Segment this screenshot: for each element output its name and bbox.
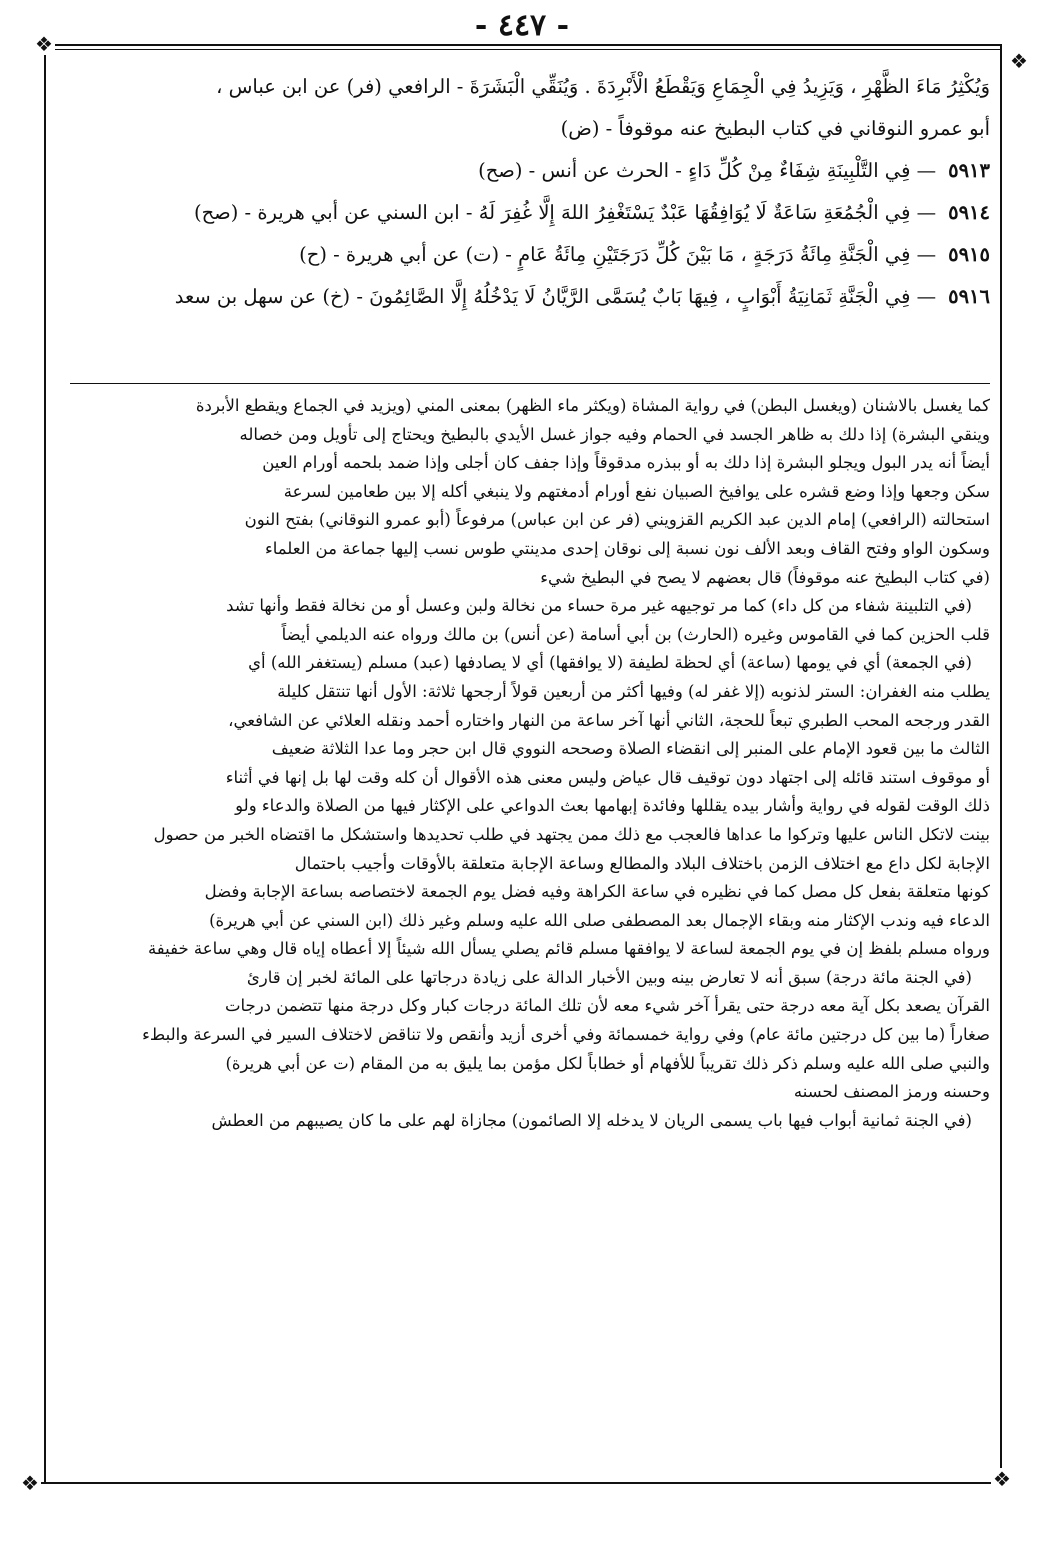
commentary-line: (في الجنة ثمانية أبواب فيها باب يسمى الريان لا يدخله إلا الصائمون) مجازاة لهم على ما كان يصيبهم من العطش [211,1110,972,1130]
commentary-line: وسكون الواو وفتح القاف وبعد الألف نون نسبة إلى نوقان إحدى مدينتي طوس نسب إليها جماعة من العلماء [264,538,990,558]
commentary-line: صغاراً (ما بين كل درجتين مائة عام) وفي رواية خمسمائة وفي أخرى أزيد وأنقص ولا تناقض لاختلاف السير في السرعة والبطء [142,1025,990,1045]
hadith-entry [54,276,990,318]
frame-right-border [1000,44,1002,1484]
commentary-line: والنبي صلى الله عليه وسلم ذكر ذلك تقريباً للأفهام أو خطاباً لكل مؤمن بما يليق به من المقام (ت عن أبي هريرة) [225,1053,990,1073]
hadith-text: — فِي الْجُمُعَةِ سَاعَةٌ لَا يُوَافِقُهَا عَبْدٌ يَسْتَغْفِرُ اللهَ إِلَّا غُفِرَ لَهُ - ابن السني عن أبي هريرة - (صح) [193,201,937,224]
hadith-entry [54,234,990,276]
commentary-line: (في الجمعة) أي في يومها (ساعة) أي لحظة لطيفة (لا يوافقها) أي لا يصادفها (عبد) مسلم (يستغفر الله) أي [248,653,972,673]
commentary-line: الإجابة لكل داع مع اختلاف الزمن باختلاف البلاد والمطالع وساعة الإجابة متعلقة بالأوقات وأجيب باحتمال [294,853,990,873]
frame-top-border [44,44,1002,50]
commentary-line: وحسنه ورمز المصنف لحسنه [793,1082,990,1102]
commentary-line: القدر ورجحه المحب الطبري تبعاً للحجة، الثاني أنها آخر ساعة من النهار واختاره أحمد ونقله العلائي عن الشافعي، [228,710,990,730]
corner-ornament-icon: ❖ [991,1468,1013,1490]
commentary-line: قلب الحزين كما في القاموس وغيره (الحارث) بن أبي أسامة (عن أنس) بن مالك ورواه عنه الديلمي أيضاً [281,624,990,644]
commentary-line: استحالته (الرافعي) إمام الدين عبد الكريم القزويني (فر عن ابن عباس) مرفوعاً (أبو عمرو النوقاني) بفتح النون [244,510,990,530]
commentary-line: وينقي البشرة) إذا دلك به ظاهر الجسد في الحمام وفيه جواز غسل الأيدي بالبطيخ ويحتاج إلى تأويل ومن خصاله [239,424,990,444]
commentary-line: بينت لاتكل الناس عليها وتركوا ما عداها فالعجب مع ذلك ممن يجتهد في طلب تحديدها واستشكل ما اقتضاه الخبر من حصول [153,824,990,844]
commentary-line: أو موقوف استند قائله إلى اجتهاد دون توقيف قال عياض وليس معنى هذه الأقوال أن كله وقت لها بل إنها في أثناء [225,767,990,787]
frame-bottom-border [30,1482,1002,1484]
corner-ornament-icon: ❖ [1008,50,1030,72]
corner-ornament-icon: ❖ [33,33,55,55]
hadith-number: ٥٩١٦ [948,285,990,308]
commentary-line: الدعاء فيه وندب الإكثار منه وبقاء الإجمال بعد المصطفى صلى الله عليه وسلم وغير ذلك (ابن السني عن أبي هريرة) [209,910,990,930]
commentary-line: ورواه مسلم بلفظ إن في يوم الجمعة لساعة لا يوافقها مسلم قائم يصلي يسأل الله شيئاً إلا أعطاه إياه قال وهي ساعة خفيفة [147,939,990,959]
commentary-line: أيضاً أنه يدر البول ويجلو البشرة إذا دلك به أو ببذره مدقوقاً وإذا جفف كان أجلى وإذا ضمد بلحمه أورام العين [262,453,990,473]
hadith-text: — فِي الْجَنَّةِ مِائَةُ دَرَجَةٍ ، مَا بَيْنَ كُلِّ دَرَجَتَيْنِ مِائَةُ عَامٍ - (ت) عن أبي هريرة - (ح) [299,243,937,266]
commentary-line: الثالث ما بين قعود الإمام على المنبر إلى انقضاء الصلاة وصححه النووي قال ابن حجر وما عدا الثلاثة ضعيف [271,739,990,759]
page-number: - ٤٤٧ - [474,8,570,43]
main-text [54,66,990,318]
frame-left-border [44,44,46,1484]
commentary-line: يطلب منه الغفران: الستر لذنوبه (إلا غفر له) وفيها أكثر من أربعين قولاً أرجحها ثلاثة: الأول أنها تنتقل كليلة [277,681,990,701]
commentary-line: (في التلبينة شفاء من كل داء) كما مر توجيهه غير مرة حساء من نخالة ولبن وعسل أو من نخالة فقط وأنها تشد [226,596,972,616]
corner-ornament-icon: ❖ [19,1472,41,1494]
hadith-text: — فِي الْجَنَّةِ ثَمَانِيَةُ أَبْوَابٍ ، فِيهَا بَابٌ يُسَمَّى الرَّيَّانُ لَا يَدْخُلُهُ إِلَّا الصَّائِمُونَ - (خ) عن سهل بن سعد [174,285,937,308]
main-text-line: أبو عمرو النوقاني في كتاب البطيخ عنه موقوفاً - (ض) [560,117,990,140]
hadith-text: — فِي التَّلْبِينَةِ شِفَاءٌ مِنْ كُلِّ دَاءٍ - الحرث عن أنس - (صح) [478,159,937,182]
hadith-entry [54,192,990,234]
commentary-line: كما يغسل بالاشنان (ويغسل البطن) في رواية المشاة (ويكثر ماء الظهر) بمعنى المني (ويزيد في الجماع ويقطع الأبردة [195,396,990,415]
main-text-line: وَيُكْثِرُ مَاءَ الظَّهْرِ ، وَيَزِيدُ فِي الْجِمَاعِ وَيَقْطَعُ الْأَبْرِدَةَ . وَيُنَقِّي الْبَشَرَةَ - الرافعي (فر) عن ابن عباس ، [216,75,990,98]
hadith-number: ٥٩١٥ [948,243,990,266]
hadith-entry [54,150,990,192]
commentary-line: (في الجنة مائة درجة) سبق أنه لا تعارض بينه وبين الأخبار الدالة على زيادة درجاتها على المائة لخبر إن قارئ [246,967,972,987]
commentary-text [54,392,990,1135]
hadith-number: ٥٩١٣ [948,159,990,182]
section-divider [70,383,990,384]
hadith-number: ٥٩١٤ [948,201,990,224]
commentary-line: ذلك الوقت لقوله في رواية وأشار بيده يقللها وفائدة إبهامها بعث الدواعي على الإكثار فيها من الصلاة والدعاء ولو [235,796,990,816]
commentary-line: كونها متعلقة بفعل كل مصل كما في نظيره في ساعة الكراهة وفيه فضل يوم الجمعة لاختصاصه بساعة الإجابة وفضل [204,882,990,902]
commentary-line: القرآن يصعد بكل آية معه درجة حتى يقرأ آخر شيء معه لأن تلك المائة درجات كبار وكل درجة منها تتضمن درجات [224,996,990,1016]
commentary-line: (في كتاب البطيخ عنه موقوفاً) قال بعضهم لا يصح في البطيخ شيء [540,567,990,587]
commentary-line: سكن وجعها وإذا وضع قشره على يوافيخ الصبيان نفع أورام أدمغتهم ولا ينبغي أكله إلا بين طعامين لسرعة [283,481,990,501]
